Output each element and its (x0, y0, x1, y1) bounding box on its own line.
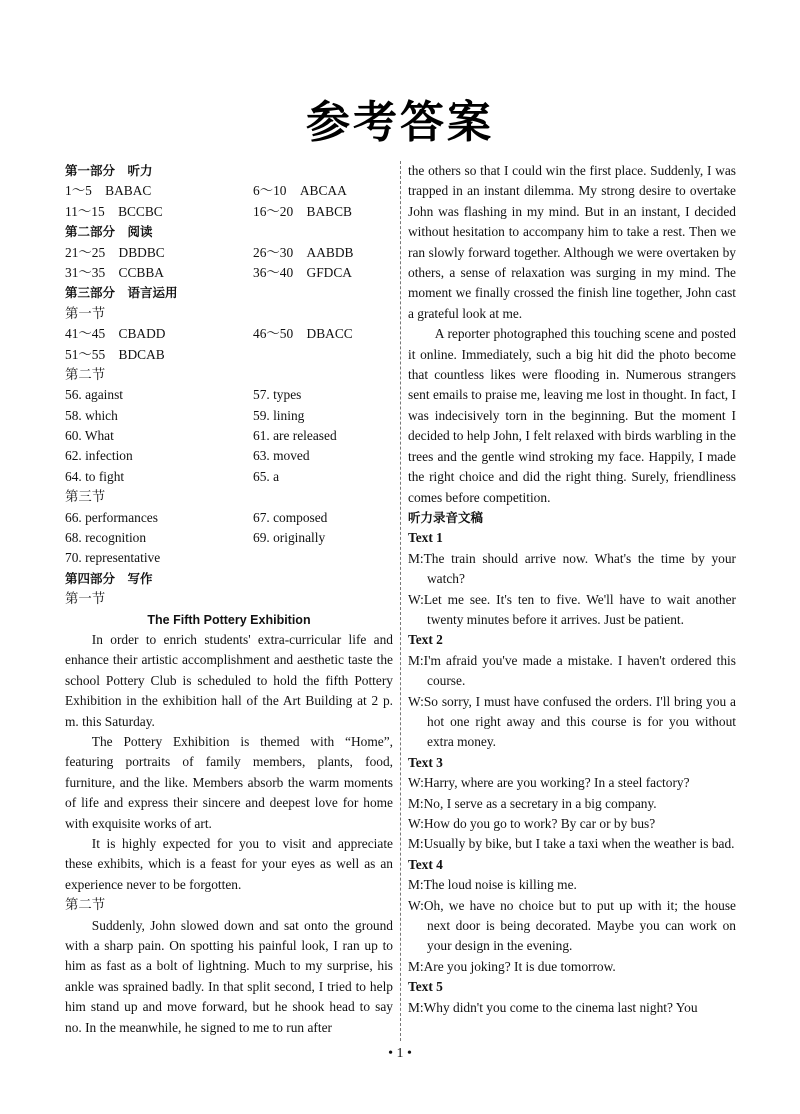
dialogue-line: M:I'm afraid you've made a mistake. I haven't ordered this course. (408, 652, 736, 689)
story-body (65, 916, 393, 1038)
dialogue-line: M:No, I serve as a secretary in a big company. (408, 795, 657, 811)
text-label: Text 3 (408, 754, 443, 770)
dialogue-line: W:Oh, we have no choice but to put up with it; the house next door is being decorated. Maybe you can work on your design in the evening. (408, 897, 736, 954)
essay-paragraph: In order to enrich students' extra-curricular life and enhance their artistic accomplishment and aesthetic taste the school Pottery Club is scheduled to hold the fifth Pottery Exhibition in the exhibition hall of the Art Building at 2 p. m. this Saturday. (65, 631, 393, 729)
answer-row: 62. infection 63. moved (65, 448, 310, 464)
section-heading: 第二节 (65, 366, 106, 382)
part3-heading: 第三部分 语言运用 (65, 285, 178, 301)
answer-row: 11～15 BCCBC 16～20 BABCB (65, 203, 352, 219)
dialogue-line: W:Let me see. It's ten to five. We'll have to wait another twenty minutes before it arrives. Just be patient. (408, 591, 736, 627)
dialogue-line: M:Usually by bike, but I take a taxi when the weather is bad. (408, 836, 735, 852)
section-heading: 第一节 (65, 591, 106, 607)
answer-row: 51～55 BDCAB (65, 346, 165, 362)
column-divider (400, 161, 401, 1041)
dialogue-line: M:Why didn't you come to the cinema last night? You (408, 999, 698, 1015)
right-column (408, 161, 736, 1018)
section-heading: 第三节 (65, 489, 106, 505)
section-heading: 第一节 (65, 305, 106, 321)
page-title: 参考答案 (306, 97, 494, 148)
text-label: Text 5 (408, 979, 443, 995)
answer-row: 41～45 CBADD 46～50 DBACC (65, 326, 353, 342)
essay-paragraph: It is highly expected for you to visit and appreciate these exhibits, which is a feast for your eyes as well as an experience never to be forgotten. (65, 836, 393, 892)
part4-heading: 第四部分 写作 (65, 570, 153, 586)
answer-row: 60. What 61. are released (65, 428, 337, 444)
dialogue-line: M:The train should arrive now. What's the time by your watch? (408, 550, 736, 587)
essay-paragraph: The Pottery Exhibition is themed with “Home”, featuring portraits of family members, plants, food, furniture, and the like. Members absorb the warm moments of life and express their sincere and deepest love for home with exquisite works of art. (65, 734, 393, 831)
answer-row: 31～35 CCBBA 36～40 GFDCA (65, 264, 352, 280)
text-label: Text 1 (408, 530, 443, 546)
dialogue-line: M:Are you joking? It is due tomorrow. (408, 958, 616, 974)
left-column (65, 161, 393, 1038)
story-paragraph: A reporter photographed this touching scene and posted it online. Immediately, such a big hit did the photo become that countless likes were flooding in. Numerous strangers sent emails to praise me, leaving me lost in thought. In fact, I was indecisively torn in the beginning. But the moment I decided to help John, I felt relaxed with birds warbling in the trees and the gentle wind stroking my face. Happily, I made the right choice and did the right thing. Surely, friendliness comes before competition. (408, 326, 736, 505)
dialogue-line: M:The loud noise is killing me. (408, 877, 577, 893)
text-label: Text 4 (408, 856, 443, 872)
answer-row: 56. against 57. types (65, 387, 302, 403)
answer-row: 68. recognition 69. originally (65, 530, 326, 546)
page-number: • 1 • (388, 1046, 412, 1061)
dialogue-line: W:So sorry, I must have confused the orders. I'll bring you a hot one right away and this course is for you without extra money. (408, 693, 736, 750)
answer-row: 1～5 BABAC 6～10 ABCAA (65, 183, 347, 199)
part2-heading: 第二部分 阅读 (65, 224, 153, 240)
answer-row: 21～25 DBDBC 26～30 AABDB (65, 244, 354, 260)
essay-body (65, 630, 393, 895)
answer-row: 70. representative (65, 550, 161, 566)
answer-row: 66. performances 67. composed (65, 509, 328, 525)
listening-heading: 听力录音文稿 (408, 509, 484, 525)
dialogue-line: W:How do you go to work? By car or by bus? (408, 815, 656, 831)
story-paragraph: the others so that I could win the first place. Suddenly, I was trapped in an instant dilemma. My strong desire to overtake John was flashing in my mind. But in an instant, I decided without hesitation to accompany him to take a rest. Then we ran slowly forward together. Although we were overtaken by others, a sense of relaxation was surging in my mind. The moment we finally crossed the finish line together, John cast a grateful look at me. (408, 163, 736, 321)
answer-row: 64. to fight 65. a (65, 468, 280, 484)
story-continued (408, 161, 736, 508)
story-paragraph: Suddenly, John slowed down and sat onto the ground with a sharp pain. On spotting his painful look, I ran up to him as fast as a bolt of lightning. Much to my surprise, his ankle was sprained badly. In that split second, I tried to help him stand up and move forward, but he shook head to say no. In the meanwhile, he signed to me to run after (65, 917, 393, 1035)
dialogue-line: W:Harry, where are you working? In a steel factory? (408, 775, 690, 791)
essay-title: The Fifth Pottery Exhibition (147, 612, 311, 627)
answer-row: 58. which 59. lining (65, 407, 305, 423)
part1-heading: 第一部分 听力 (65, 163, 153, 178)
text-label: Text 2 (408, 632, 443, 648)
section-heading: 第二节 (65, 897, 106, 913)
